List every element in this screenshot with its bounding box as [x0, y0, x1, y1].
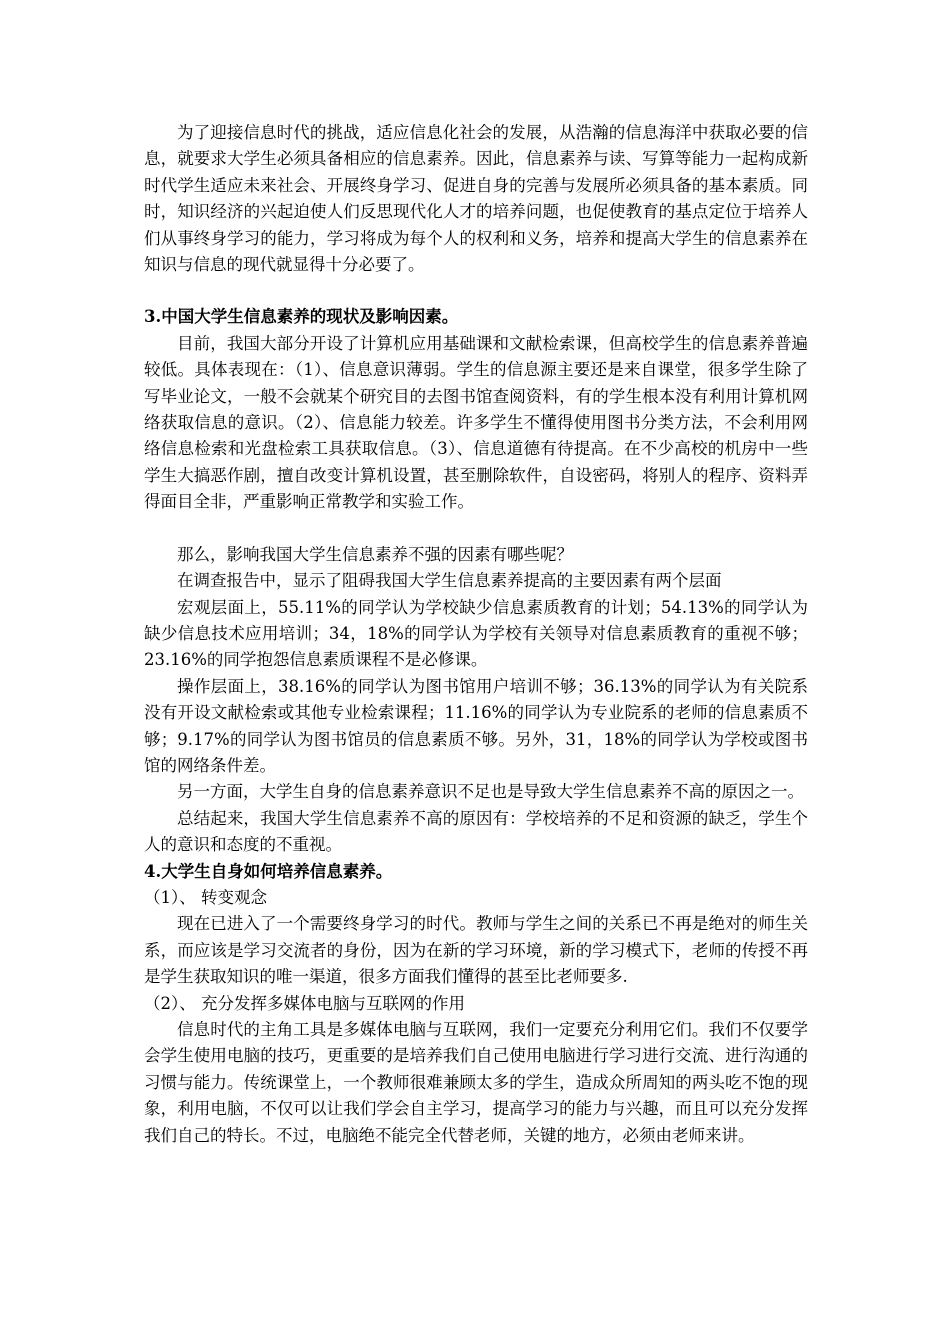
document-page	[144, 120, 808, 1149]
status-paragraph: 目前，我国大部分开设了计算机应用基础课和文献检索课，但高校学生的信息素养普遍较低。具体表现在：（1）、信息意识薄弱。学生的信息源主要还是来自课堂，很多学生除了写毕业论文，一般不会就某个研究目的去图书馆查阅资料，有的学生根本没有利用计算机网络获取信息的意识。（2）、信息能力较差。许多学生不懂得使用图书分类方法，不会利用网络信息检索和光盘检索工具获取信息。（3）、信息道德有待提高。在不少高校的机房中一些学生大搞恶作剧，擅自改变计算机设置，甚至删除软件，自设密码，将别人的程序、资料弄得面目全非，严重影响正常教学和实验工作。	[144, 333, 808, 512]
section-heading-4: 4.大学生自身如何培养信息素养。	[144, 861, 393, 881]
multimedia-paragraph: 信息时代的主角工具是多媒体电脑与互联网，我们一定要充分利用它们。我们不仅要学会学生使用电脑的技巧，更重要的是培养我们自己使用电脑进行学习进行交流、进行沟通的习惯与能力。传统课堂上，一个教师很难兼顾太多的学生，造成众所周知的两头吃不饱的现象，利用电脑，不仅可以让我们学会自主学习，提高学习的能力与兴趣，而且可以充分发挥我们自己的特长。不过，电脑绝不能完全代替老师，关键的地方，必须由老师来讲。	[144, 1020, 808, 1145]
macro-level-paragraph: 宏观层面上，55.11%的同学认为学校缺少信息素质教育的计划；54.13%的同学认为缺少信息技术应用培训；34，18%的同学认为学校有关领导对信息素质教育的重视不够；23.16%的同学抱怨信息素质课程不是必修课。	[144, 597, 808, 670]
subheading-2: （2）、 充分发挥多媒体电脑与互联网的作用	[144, 993, 465, 1013]
self-awareness-paragraph: 另一方面，大学生自身的信息素养意识不足也是导致大学生信息素养不高的原因之一。	[177, 782, 804, 802]
subheading-1: （1）、 转变观念	[144, 887, 267, 907]
question-paragraph: 那么，影响我国大学生信息素养不强的因素有哪些呢？	[177, 544, 573, 564]
summary-paragraph: 总结起来，我国大学生信息素养不高的原因有：学校培养的不足和资源的缺乏，学生个人的意识和态度的不重视。	[144, 808, 808, 855]
operation-level-paragraph: 操作层面上，38.16%的同学认为图书馆用户培训不够；36.13%的同学认为有关院系没有开设文献检索或其他专业检索课程；11.16%的同学认为专业院系的老师的信息素质不够；9.17%的同学认为图书馆员的信息素质不够。另外，31，18%的同学认为学校或图书馆的网络条件差。	[144, 676, 808, 775]
intro-paragraph: 为了迎接信息时代的挑战，适应信息化社会的发展，从浩瀚的信息海洋中获取必要的信息，就要求大学生必须具备相应的信息素养。因此，信息素养与读、写算等能力一起构成新时代学生适应未来社会、开展终身学习、促进自身的完善与发展所必须具备的基本素质。同时，知识经济的兴起迫使人们反思现代化人才的培养问题，也促使教育的基点定位于培养人们从事终身学习的能力，学习将成为每个人的权利和义务，培养和提高大学生的信息素养在知识与信息的现代就显得十分必要了。	[144, 123, 808, 275]
survey-paragraph: 在调查报告中，显示了阻碍我国大学生信息素养提高的主要因素有两个层面	[177, 571, 722, 591]
concept-paragraph: 现在已进入了一个需要终身学习的时代。教师与学生之间的关系已不再是绝对的师生关系，而应该是学习交流者的身份，因为在新的学习环境，新的学习模式下，老师的传授不再是学生获取知识的唯一渠道，很多方面我们懂得的甚至比老师要多.	[144, 914, 808, 987]
section-heading-3: 3.中国大学生信息素养的现状及影响因素。	[144, 307, 459, 327]
